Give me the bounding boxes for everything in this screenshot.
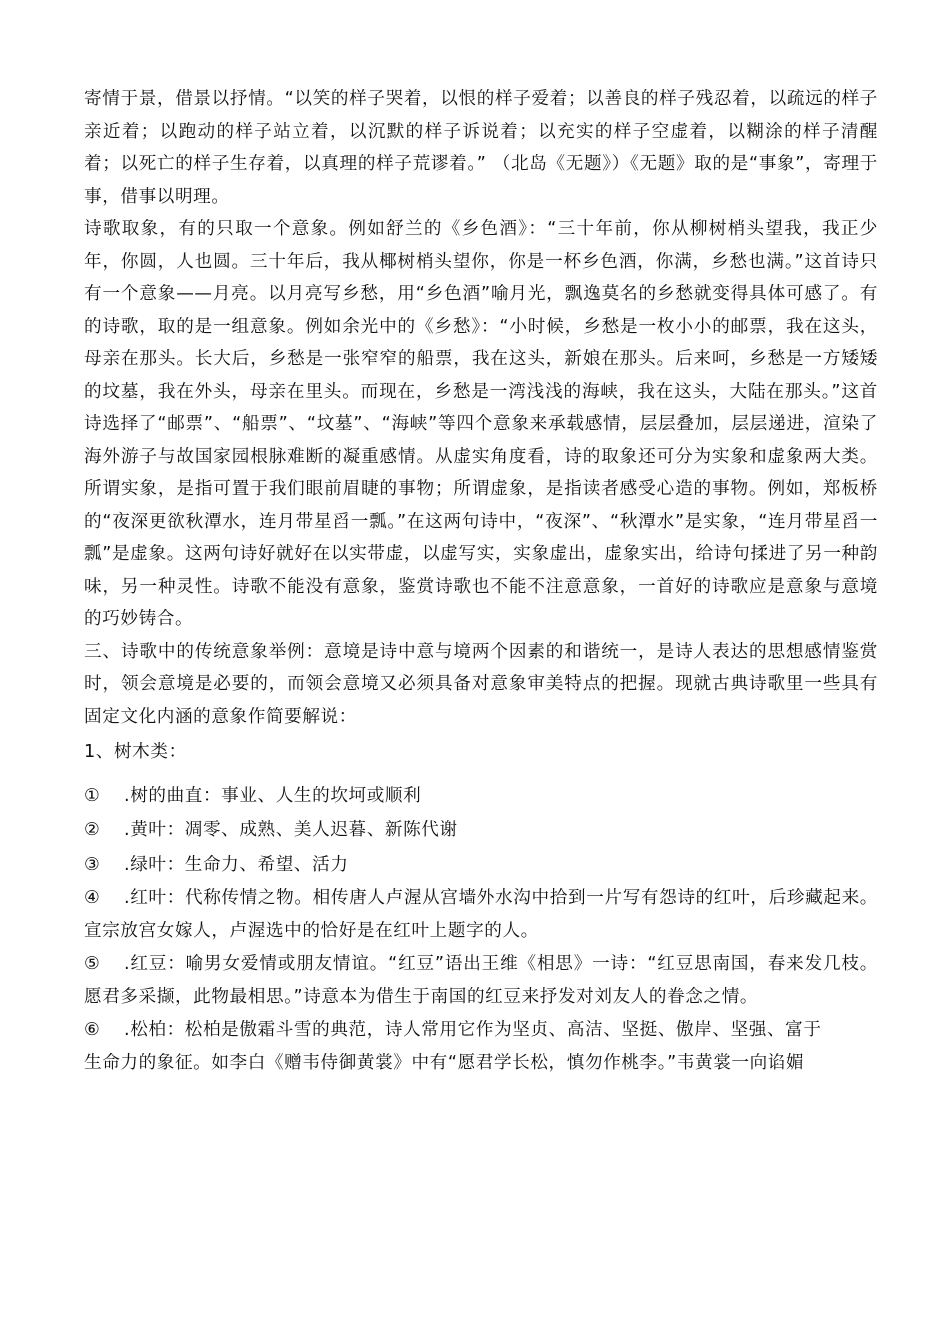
list-marker: ③ (84, 854, 101, 875)
paragraph-quxiang: 诗歌取象，有的只取一个意象。例如舒兰的《乡色酒》：“三十年前，你从柳树梢头望我，我正少年，你圆，人也圆。三十年后，我从椰树梢头望你，你是一杯乡色酒，你满，乡愁也满。”这首诗只有一个意象——月亮。以月亮写乡愁，用“乡色酒”喻月光，飘逸莫名的乡愁就变得具体可感了。有的诗歌，取的是一组意象。例如余光中的《乡愁》：“小时候，乡愁是一枚小小的邮票，我在这头，母亲在那头。长大后，乡愁是一张窄窄的船票，我在这头，新娘在那头。后来呵，乡愁是一方矮矮的坟墓，我在外头，母亲在里头。而现在，乡愁是一湾浅浅的海峡，我在这头，大陆在那头。”这首诗选择了“邮票”、“船票”、“坟墓”、“海峡”等四个意象来承载感情，层层叠加，层层递进，渲染了海外游子与故国家园根脉难断的凝重感情。从虚实角度看，诗的取象还可分为实象和虚象两大类。所谓实象，是指可置于我们眼前眉睫的事物；所谓虚象，是指读者感受心造的事物。例如，郑板桥的“夜深更欲秋潭水，连月带星舀一瓢。”在这两句诗中，“夜深”、“秋潭水”是实象，“连月带星舀一瓢”是虚象。这两句诗好就好在以实带虚，以虚写实，实象虚出，虚象实出，给诗句揉进了另一种韵味，另一种灵性。诗歌不能没有意象，鉴赏诗歌也不能不注意意象，一首好的诗歌应是意象与意境的巧妙铸合。 (84, 219, 878, 629)
list-item-text: .黄叶：凋零、成熟、美人迟暮、新陈代谢 (124, 820, 458, 840)
paragraph-section-three: 三、诗歌中的传统意象举例：意境是诗中意与境两个因素的和谐统一，是诗人表达的思想感情鉴赏时，领会意境是必要的，而领会意境又必须具备对意象审美特点的把握。现就古典诗歌里一些具有固定文化内涵的意象作简要解说： (84, 641, 878, 727)
list-marker: ⑥ (84, 1020, 101, 1040)
section-heading-trees: 1、树木类： (84, 742, 187, 762)
paragraph-jiqing: 寄情于景，借景以抒情。“以笑的样子哭着，以恨的样子爱着；以善良的样子残忍着，以疏远的样子亲近着；以跑动的样子站立着，以沉默的样子诉说着；以充实的样子空虚着，以糊涂的样子清醒着；以死亡的样子生存着，以真理的样子荒谬着。” （北岛《无题》）《无题》取的是“事象”，寄理于事，借事以明理。 (84, 89, 878, 207)
list-item (84, 948, 878, 1014)
list-marker: ② (84, 820, 101, 840)
tree-imagery-list (84, 779, 878, 1081)
list-item (84, 1014, 878, 1047)
list-item (84, 813, 878, 848)
list-item-text: .红叶：代称传情之物。相传唐人卢渥从宫墙外水沟中拾到一片写有怨诗的红叶，后珍藏起来。宣宗放宫女嫁人，卢渥选中的恰好是在红叶上题字的人。 (84, 888, 878, 941)
list-marker: ① (84, 785, 101, 806)
continuation-text: 生命力的象征。如李白《赠韦侍御黄裳》中有“愿君学长松，慎勿作桃李。”韦黄裳一向谄媚 (84, 1053, 805, 1073)
list-item-text: .红豆：喻男女爱情或朋友情谊。“红豆”语出王维《相思》一诗：“红豆思南国，春来发几枝。愿君多采撷，此物最相思。”诗意本为借生于南国的红豆来抒发对刘友人的眷念之情。 (84, 954, 878, 1007)
list-marker: ④ (84, 888, 101, 908)
document-page (84, 83, 878, 1080)
list-item (84, 848, 878, 883)
list-marker: ⑤ (84, 954, 101, 974)
list-item (84, 882, 878, 948)
list-item-text: .松柏：松柏是傲霜斗雪的典范，诗人常用它作为坚贞、高洁、坚挺、傲岸、坚强、富于 (124, 1020, 822, 1040)
list-item-text: .树的曲直：事业、人生的坎坷或顺利 (124, 785, 422, 806)
list-item (84, 779, 878, 814)
list-item-text: .绿叶：生命力、希望、活力 (124, 854, 349, 875)
